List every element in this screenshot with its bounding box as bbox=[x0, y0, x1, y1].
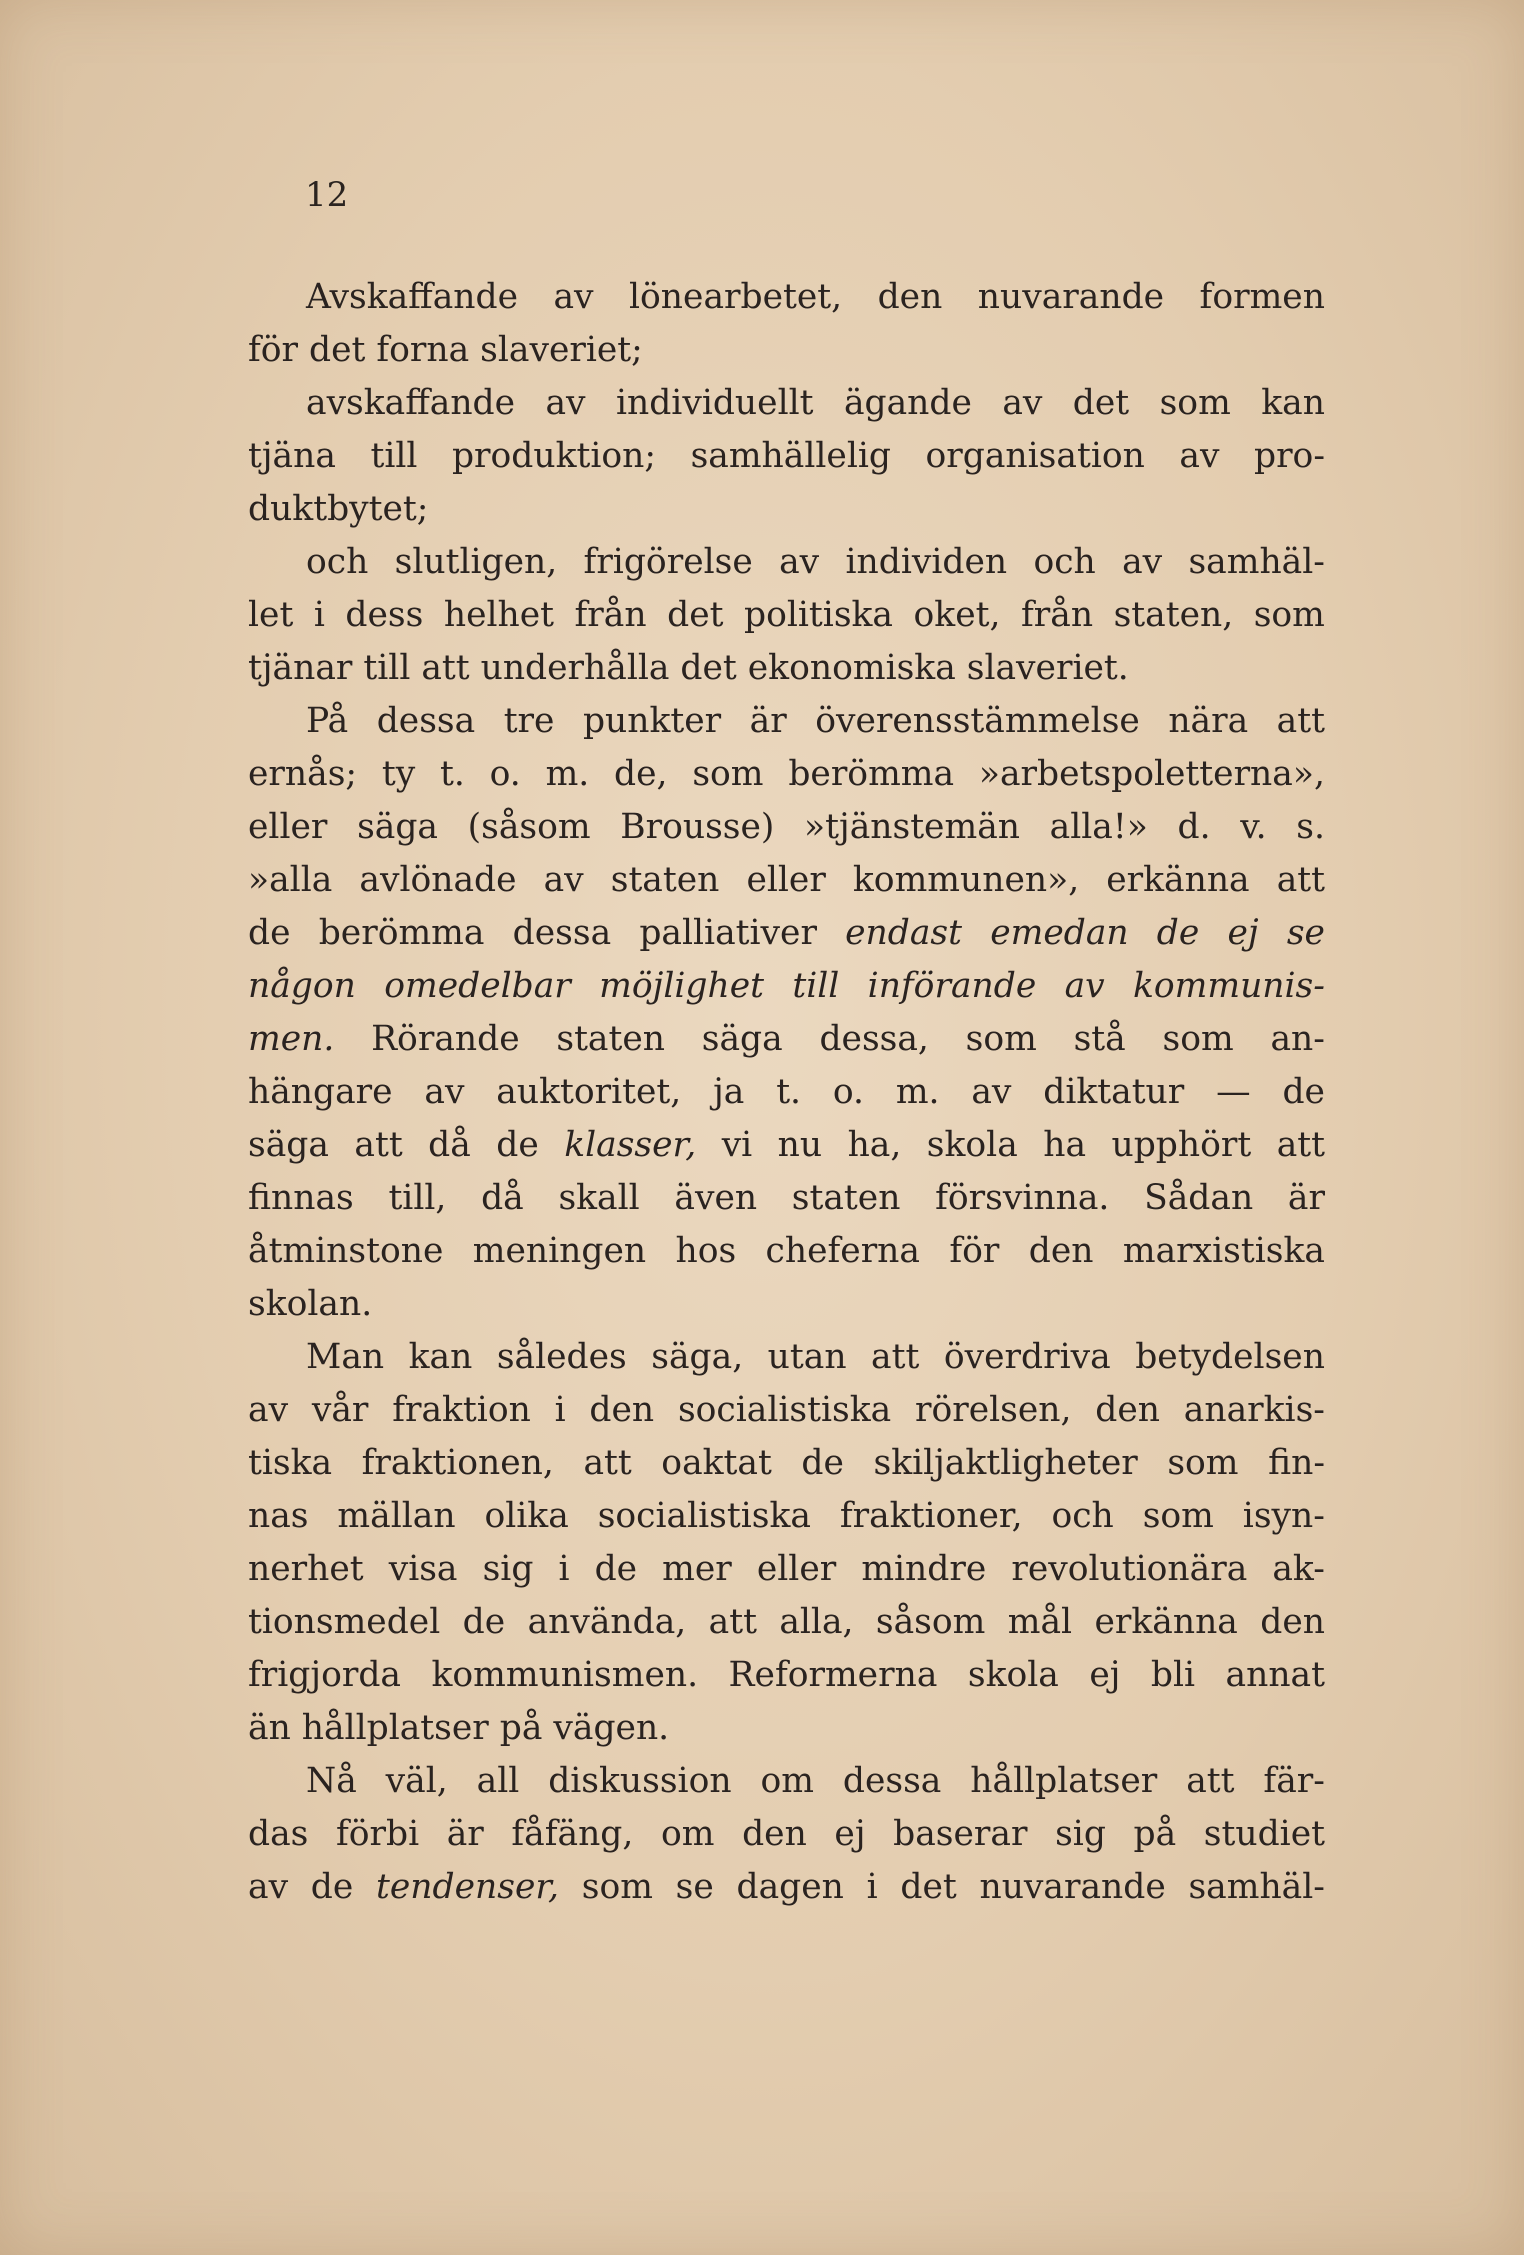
word: att bbox=[1276, 701, 1325, 741]
word: fin- bbox=[1268, 1443, 1325, 1483]
word: av bbox=[1064, 966, 1105, 1006]
word: såsom bbox=[875, 1602, 986, 1642]
word: är bbox=[1287, 1178, 1325, 1218]
word: slaveriet; bbox=[480, 330, 643, 370]
word: och bbox=[1051, 1496, 1114, 1536]
word: meningen bbox=[472, 1231, 647, 1271]
word: oaktat bbox=[661, 1443, 772, 1483]
word: vår bbox=[311, 1390, 369, 1430]
word: avskaffande bbox=[306, 383, 516, 423]
word: som bbox=[1253, 595, 1325, 635]
word: sig bbox=[1055, 1814, 1106, 1854]
word: olika bbox=[484, 1496, 569, 1536]
word: dessa bbox=[376, 701, 476, 741]
word: är bbox=[749, 701, 787, 741]
word: än bbox=[248, 1708, 302, 1748]
word: all bbox=[476, 1761, 520, 1801]
word: att bbox=[1186, 1761, 1235, 1801]
body-text bbox=[248, 271, 1325, 1914]
word: visa bbox=[388, 1549, 458, 1589]
word: tre bbox=[503, 701, 555, 741]
word: från bbox=[574, 595, 647, 635]
word: de bbox=[1282, 1072, 1325, 1112]
word: ty bbox=[381, 754, 416, 794]
word: formen bbox=[1199, 277, 1325, 317]
word: ägande bbox=[843, 383, 972, 423]
word: hängare bbox=[248, 1072, 393, 1112]
word: studiet bbox=[1203, 1814, 1325, 1854]
word: den bbox=[1028, 1231, 1094, 1271]
word: för bbox=[248, 330, 309, 370]
word: dess bbox=[345, 595, 424, 635]
word: endast bbox=[845, 913, 962, 953]
word: slutligen, bbox=[394, 542, 558, 582]
word: upphört bbox=[1111, 1125, 1252, 1165]
word: stå bbox=[1073, 1019, 1126, 1059]
word: baserar bbox=[893, 1814, 1028, 1854]
word: dagen bbox=[736, 1867, 844, 1907]
word: mindre bbox=[861, 1549, 987, 1589]
word: förbi bbox=[335, 1814, 420, 1854]
word: palliativer bbox=[639, 913, 817, 953]
word: åtminstone bbox=[248, 1231, 444, 1271]
text-line bbox=[248, 1861, 1325, 1914]
word: ja bbox=[713, 1072, 745, 1112]
word: hos bbox=[675, 1231, 737, 1271]
word: fåfäng, bbox=[511, 1814, 634, 1854]
word: s. bbox=[1296, 807, 1325, 847]
word: den bbox=[877, 277, 943, 317]
word: das bbox=[248, 1814, 309, 1854]
word: att bbox=[708, 1602, 757, 1642]
word: individen bbox=[845, 542, 1008, 582]
word: även bbox=[674, 1178, 758, 1218]
word: dessa, bbox=[819, 1019, 929, 1059]
word: individuellt bbox=[615, 383, 814, 423]
word: produktion; bbox=[451, 436, 657, 476]
word: är bbox=[446, 1814, 484, 1854]
word: organisation bbox=[925, 436, 1145, 476]
word: den bbox=[1095, 1390, 1160, 1430]
word: säga, bbox=[651, 1337, 744, 1377]
text-line bbox=[248, 801, 1325, 854]
text-line bbox=[248, 536, 1325, 589]
word: betydelsen bbox=[1135, 1337, 1325, 1377]
word: det bbox=[667, 595, 724, 635]
word: således bbox=[496, 1337, 627, 1377]
text-line bbox=[248, 589, 1325, 642]
word: de bbox=[801, 1443, 844, 1483]
word: se bbox=[675, 1867, 714, 1907]
word: samhäl- bbox=[1188, 542, 1325, 582]
word: lönearbetet, bbox=[629, 277, 843, 317]
word: mål bbox=[1007, 1602, 1073, 1642]
word: cheferna bbox=[765, 1231, 920, 1271]
word: av bbox=[424, 1072, 465, 1112]
word: säga bbox=[248, 1125, 329, 1165]
word: dessa bbox=[512, 913, 612, 953]
word: pro- bbox=[1253, 436, 1325, 476]
word: av bbox=[1122, 542, 1163, 582]
word: utan bbox=[767, 1337, 847, 1377]
word: auktoritet, bbox=[496, 1072, 682, 1112]
word: berömma bbox=[318, 913, 485, 953]
word: t. bbox=[439, 754, 465, 794]
text-line bbox=[248, 1172, 1325, 1225]
word: det bbox=[900, 1867, 957, 1907]
word: socialistiska bbox=[597, 1496, 811, 1536]
word: vägen. bbox=[553, 1708, 670, 1748]
word: ha bbox=[1043, 1125, 1087, 1165]
word: införande bbox=[867, 966, 1037, 1006]
text-line bbox=[248, 960, 1325, 1013]
text-line bbox=[248, 1013, 1325, 1066]
word: någon bbox=[248, 966, 356, 1006]
word: mällan bbox=[337, 1496, 456, 1536]
word: till bbox=[363, 648, 422, 688]
word: »alla bbox=[248, 860, 333, 900]
word: för bbox=[949, 1231, 1000, 1271]
text-line bbox=[248, 1543, 1325, 1596]
word: dessa bbox=[842, 1761, 942, 1801]
word: »arbetspoletterna», bbox=[978, 754, 1325, 794]
word: och bbox=[1033, 542, 1096, 582]
word: den bbox=[1260, 1602, 1325, 1642]
word: att bbox=[1276, 1125, 1325, 1165]
word: ej bbox=[834, 1814, 866, 1854]
word: de bbox=[462, 1602, 506, 1642]
word: av bbox=[553, 277, 594, 317]
word: samhäl- bbox=[1188, 1867, 1325, 1907]
word: överdriva bbox=[943, 1337, 1111, 1377]
word: samhällelig bbox=[690, 436, 891, 476]
word: — bbox=[1216, 1072, 1251, 1112]
word: kan bbox=[1261, 383, 1325, 423]
word: den bbox=[742, 1814, 807, 1854]
word: staten bbox=[791, 1178, 901, 1218]
word: av bbox=[545, 383, 586, 423]
word: i bbox=[554, 1390, 566, 1430]
word: fraktion bbox=[392, 1390, 531, 1430]
word: »tjänstemän bbox=[804, 807, 1020, 847]
word: av bbox=[248, 1390, 289, 1430]
word: berömma bbox=[788, 754, 955, 794]
word: till, bbox=[388, 1178, 447, 1218]
word: erkänna bbox=[1094, 1602, 1238, 1642]
word: säga bbox=[357, 807, 438, 847]
word: då bbox=[428, 1125, 471, 1165]
word: som bbox=[1167, 1443, 1239, 1483]
text-line bbox=[248, 1702, 1325, 1755]
word: (såsom bbox=[467, 807, 591, 847]
text-line bbox=[248, 1331, 1325, 1384]
word: punkter bbox=[582, 701, 722, 741]
word: emedan bbox=[990, 913, 1129, 953]
word: m. bbox=[545, 754, 590, 794]
word: kommunismen. bbox=[431, 1655, 699, 1695]
word: oket, bbox=[913, 595, 1001, 635]
text-line bbox=[248, 1490, 1325, 1543]
word: mer bbox=[662, 1549, 732, 1589]
word: kommunen», bbox=[852, 860, 1080, 900]
word: skola bbox=[926, 1125, 1018, 1165]
word: staten bbox=[610, 860, 720, 900]
text-line bbox=[248, 854, 1325, 907]
word: i bbox=[558, 1549, 570, 1589]
word: fraktioner, bbox=[839, 1496, 1023, 1536]
text-line bbox=[248, 324, 1325, 377]
word: ak- bbox=[1272, 1549, 1325, 1589]
word: o. bbox=[832, 1072, 864, 1112]
word: revolutionära bbox=[1011, 1549, 1248, 1589]
word: de bbox=[594, 1549, 638, 1589]
word: på bbox=[1133, 1814, 1177, 1854]
word: sig bbox=[482, 1549, 534, 1589]
word: ej bbox=[1227, 913, 1259, 953]
word: alla, bbox=[779, 1602, 854, 1642]
text-line bbox=[248, 1596, 1325, 1649]
word: d. bbox=[1177, 807, 1211, 847]
word: om bbox=[660, 1814, 715, 1854]
text-line bbox=[248, 430, 1325, 483]
text-line bbox=[248, 1225, 1325, 1278]
word: På bbox=[306, 701, 349, 741]
word: hållplatser bbox=[301, 1708, 500, 1748]
word: erkänna bbox=[1106, 860, 1250, 900]
word: ekonomiska bbox=[747, 648, 967, 688]
word: de, bbox=[614, 754, 668, 794]
word: fär- bbox=[1263, 1761, 1325, 1801]
word: socialistiska bbox=[677, 1390, 892, 1430]
text-line bbox=[248, 377, 1325, 430]
word: Brousse) bbox=[620, 807, 775, 847]
word: säga bbox=[701, 1019, 783, 1059]
word: anarkis- bbox=[1183, 1390, 1325, 1430]
text-line bbox=[248, 1808, 1325, 1861]
word: Man bbox=[306, 1337, 385, 1377]
word: an- bbox=[1270, 1019, 1325, 1059]
word: vi bbox=[721, 1125, 753, 1165]
word: staten bbox=[556, 1019, 665, 1059]
word: att bbox=[421, 648, 481, 688]
word: tionsmedel bbox=[248, 1602, 441, 1642]
text-line bbox=[248, 1066, 1325, 1119]
word: som bbox=[1162, 1019, 1234, 1059]
word: o. bbox=[489, 754, 521, 794]
word: let bbox=[248, 595, 294, 635]
word: forna bbox=[376, 330, 481, 370]
word: kan bbox=[408, 1337, 473, 1377]
word: som bbox=[692, 754, 764, 794]
word: det bbox=[309, 330, 377, 370]
page-number: 12 bbox=[305, 175, 349, 215]
word: diskussion bbox=[548, 1761, 732, 1801]
word: på bbox=[499, 1708, 554, 1748]
word: i bbox=[313, 595, 325, 635]
word: ha, bbox=[847, 1125, 902, 1165]
word: tjäna bbox=[248, 436, 336, 476]
word: finnas bbox=[248, 1178, 354, 1218]
word: eller bbox=[756, 1549, 837, 1589]
word: av bbox=[1002, 383, 1043, 423]
text-line bbox=[248, 483, 1325, 536]
word: skiljaktligheter bbox=[873, 1443, 1138, 1483]
word: slaveriet. bbox=[966, 648, 1129, 688]
word: staten, bbox=[1113, 595, 1234, 635]
word: Nå bbox=[306, 1761, 357, 1801]
word: då bbox=[481, 1178, 524, 1218]
word: klasser, bbox=[564, 1125, 697, 1165]
word: försvinna. bbox=[935, 1178, 1110, 1218]
word: isyn- bbox=[1242, 1496, 1325, 1536]
word: nas bbox=[248, 1496, 309, 1536]
text-line bbox=[248, 907, 1325, 960]
word: fraktionen, bbox=[361, 1443, 554, 1483]
word: frigjorda bbox=[248, 1655, 401, 1695]
word: nerhet bbox=[248, 1549, 364, 1589]
word: att bbox=[1276, 860, 1325, 900]
word: använda, bbox=[527, 1602, 687, 1642]
word: Avskaffande bbox=[306, 277, 518, 317]
word: skall bbox=[558, 1178, 640, 1218]
word: skola bbox=[967, 1655, 1059, 1695]
word: tendenser, bbox=[376, 1867, 560, 1907]
word: t. bbox=[776, 1072, 802, 1112]
word: se bbox=[1286, 913, 1325, 953]
word: att bbox=[583, 1443, 632, 1483]
text-line bbox=[248, 642, 1325, 695]
word: överensstämmelse bbox=[815, 701, 1140, 741]
word: skolan. bbox=[248, 1284, 373, 1324]
word: Sådan bbox=[1144, 1178, 1254, 1218]
word: väl, bbox=[385, 1761, 448, 1801]
word: bli bbox=[1150, 1655, 1196, 1695]
text-line bbox=[248, 1278, 1325, 1331]
text-line bbox=[248, 1755, 1325, 1808]
word: av bbox=[248, 1867, 289, 1907]
word: att bbox=[871, 1337, 920, 1377]
word: Reformerna bbox=[728, 1655, 938, 1695]
word: v. bbox=[1240, 807, 1267, 847]
word: nära bbox=[1168, 701, 1249, 741]
text-line bbox=[248, 1437, 1325, 1490]
word: av bbox=[543, 860, 584, 900]
text-line bbox=[248, 1119, 1325, 1172]
word: i bbox=[866, 1867, 878, 1907]
word: annat bbox=[1225, 1655, 1325, 1695]
word: ej bbox=[1089, 1655, 1121, 1695]
word: m. bbox=[895, 1072, 940, 1112]
word: de bbox=[310, 1867, 354, 1907]
word: att bbox=[354, 1125, 403, 1165]
word: men. bbox=[248, 1019, 335, 1059]
word: som bbox=[965, 1019, 1037, 1059]
word: till bbox=[370, 436, 418, 476]
word: de bbox=[1156, 913, 1200, 953]
word: omedelbar bbox=[384, 966, 571, 1006]
word: av bbox=[1179, 436, 1220, 476]
word: hållplatser bbox=[970, 1761, 1158, 1801]
word: Rörande bbox=[371, 1019, 520, 1059]
word: helhet bbox=[443, 595, 555, 635]
text-line bbox=[248, 695, 1325, 748]
word: kommunis- bbox=[1132, 966, 1325, 1006]
word: underhålla bbox=[480, 648, 681, 688]
word: nuvarande bbox=[977, 277, 1165, 317]
word: det bbox=[1072, 383, 1130, 423]
word: eller bbox=[746, 860, 826, 900]
word: eller bbox=[248, 807, 328, 847]
word: av bbox=[779, 542, 820, 582]
word: ernås; bbox=[248, 754, 358, 794]
word: från bbox=[1020, 595, 1094, 635]
word: tiska bbox=[248, 1443, 333, 1483]
word: som bbox=[1142, 1496, 1214, 1536]
word: diktatur bbox=[1043, 1072, 1185, 1112]
word: och bbox=[306, 542, 369, 582]
word: frigörelse bbox=[583, 542, 753, 582]
word: av bbox=[971, 1072, 1012, 1112]
word: duktbytet; bbox=[248, 489, 429, 529]
word: alla!» bbox=[1049, 807, 1148, 847]
word: den bbox=[589, 1390, 655, 1430]
word: rörelsen, bbox=[914, 1390, 1072, 1430]
word: de bbox=[248, 913, 291, 953]
word: om bbox=[760, 1761, 814, 1801]
text-line bbox=[248, 271, 1325, 324]
word: tjänar bbox=[248, 648, 364, 688]
word: det bbox=[680, 648, 748, 688]
text-line bbox=[248, 1384, 1325, 1437]
word: avlönade bbox=[359, 860, 517, 900]
word: som bbox=[1159, 383, 1231, 423]
word: politiska bbox=[744, 595, 894, 635]
word: nu bbox=[777, 1125, 823, 1165]
text-line bbox=[248, 748, 1325, 801]
word: som bbox=[581, 1867, 653, 1907]
word: möjlighet bbox=[599, 966, 764, 1006]
word: nuvarande bbox=[979, 1867, 1166, 1907]
word: de bbox=[496, 1125, 539, 1165]
text-line bbox=[248, 1649, 1325, 1702]
word: marxistiska bbox=[1122, 1231, 1325, 1271]
word: till bbox=[792, 966, 840, 1006]
